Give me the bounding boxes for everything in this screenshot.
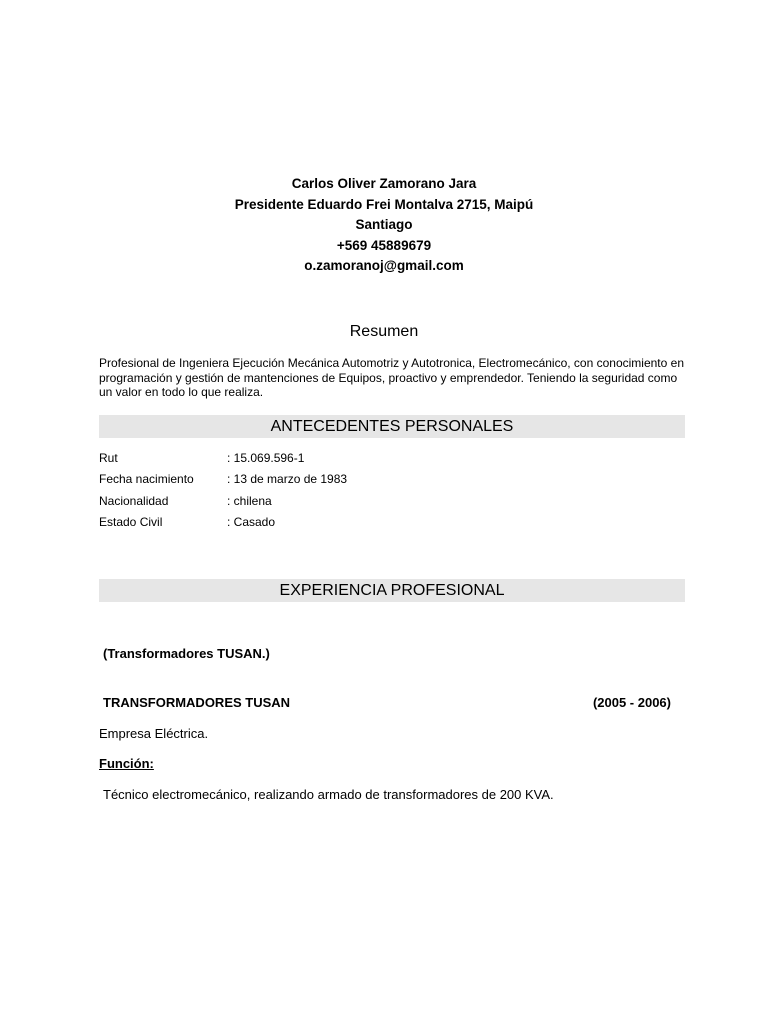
job-company: TRANSFORMADORES TUSAN xyxy=(103,695,291,710)
resumen-heading: Resumen xyxy=(349,323,419,340)
personal-row-birthdate xyxy=(99,471,599,492)
personal-value: : Casado xyxy=(227,514,276,529)
personal-label: Rut xyxy=(99,451,118,465)
experience-section-heading: EXPERIENCIA PROFESIONAL xyxy=(99,579,685,602)
candidate-name: Carlos Oliver Zamorano Jara xyxy=(291,176,477,191)
personal-value: : chilena xyxy=(227,493,272,508)
resumen-paragraph: Profesional de Ingeniera Ejecución Mecánica Automotriz y Autotronica, Electromecánico, con conocimiento en programación y gestión de mantenciones de Equipos, proactivo y emprendedor. Teniendo la seguridad como un valor en todo lo que realiza. xyxy=(99,356,684,399)
candidate-address: Presidente Eduardo Frei Montalva 2715, Maipú xyxy=(234,196,534,212)
job-years: (2005 - 2006) xyxy=(592,695,671,710)
personal-row-nationality xyxy=(99,493,599,514)
job-function-description: Técnico electromecánico, realizando armado de transformadores de 200 KVA. xyxy=(103,787,554,802)
candidate-phone: +569 45889679 xyxy=(336,237,432,253)
experience-company-heading: (Transformadores TUSAN.) xyxy=(103,646,270,661)
job-company-type: Empresa Eléctrica. xyxy=(99,726,209,741)
candidate-city: Santiago xyxy=(355,217,413,232)
personal-section-heading: ANTECEDENTES PERSONALES xyxy=(99,415,685,438)
personal-label: Fecha nacimiento xyxy=(99,472,194,487)
personal-label: Nacionalidad xyxy=(99,493,169,508)
personal-details-list xyxy=(99,450,599,535)
job-function-label: Función: xyxy=(99,756,154,771)
personal-value: : 13 de marzo de 1983 xyxy=(227,472,348,487)
contact-header xyxy=(0,174,768,277)
personal-value: : 15.069.596-1 xyxy=(227,451,305,465)
personal-row-civil-status xyxy=(99,514,599,535)
candidate-email: o.zamoranoj@gmail.com xyxy=(304,258,464,273)
personal-row-rut xyxy=(99,450,599,471)
personal-label: Estado Civil xyxy=(99,514,163,529)
